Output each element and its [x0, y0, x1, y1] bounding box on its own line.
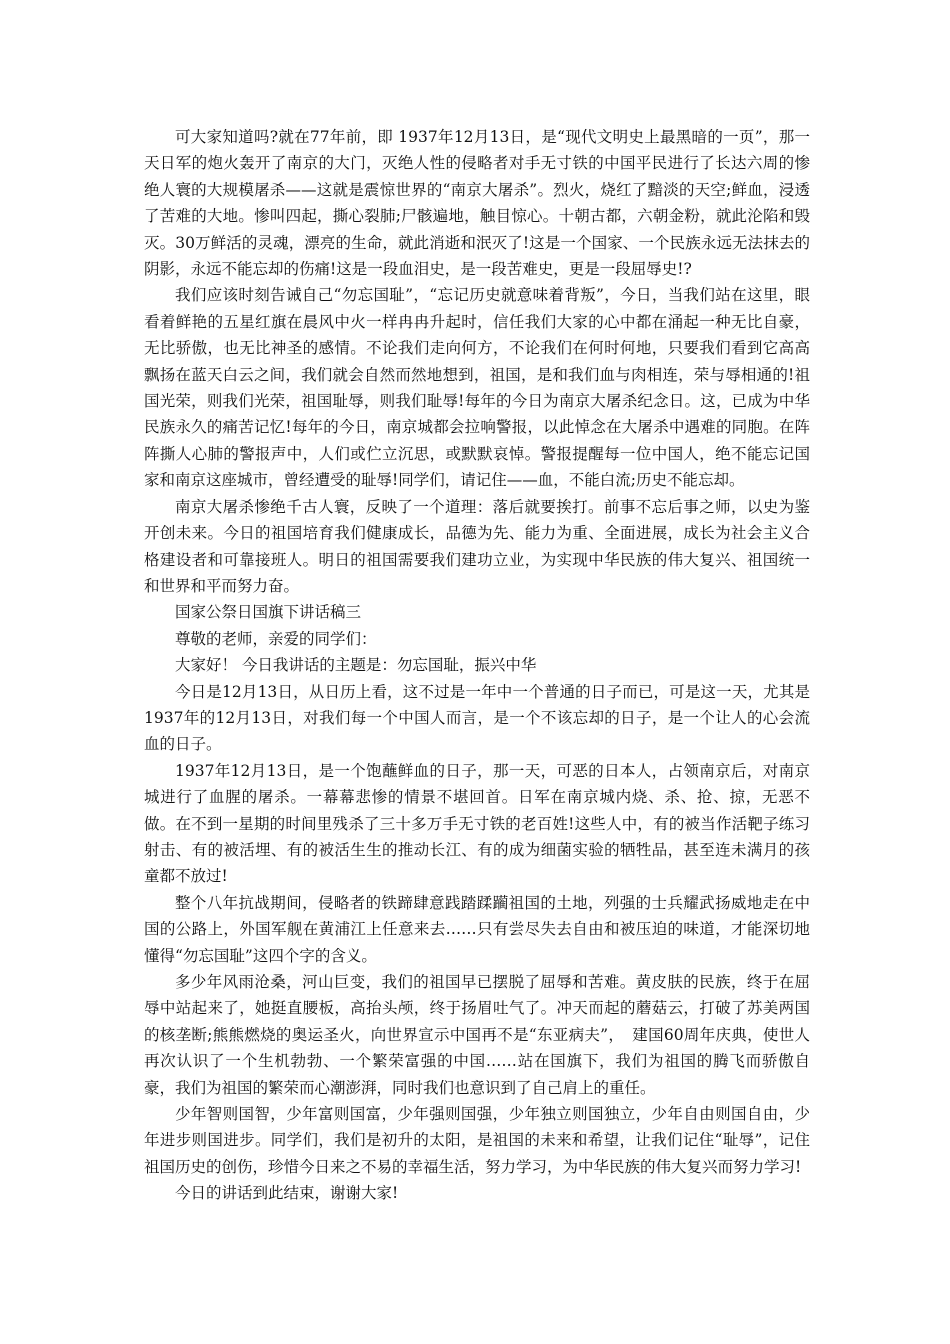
- paragraph-rise: 多少年风雨沧桑，河山巨变，我们的祖国早已摆脱了屈辱和苦难。黄皮肤的民族，终于在屈辱中站起来了，她挺直腰板，高抬头颅，终于扬眉吐气了。冲天而起的蘑菇云，打破了苏美两国的核垄断;熊熊燃烧的奥运圣火，向世界宣示中国再不是“东亚病夫”， 建国60周年庆典，使世人再次认识了一个生机勃勃、一个繁荣富强的中国……站在国旗下，我们为祖国的腾飞而骄傲自豪，我们为祖国的繁荣而心潮澎湃，同时我们也意识到了自己肩上的重任。: [144, 973, 810, 1097]
- document-body: [144, 124, 810, 1207]
- paragraph-never-forget: 我们应该时刻告诫自己“勿忘国耻”，“忘记历史就意味着背叛”，今日，当我们站在这里，眼看着鲜艳的五星红旗在晨风中火一样冉冉升起时，信任我们大家的心中都在涌起一种无比自豪，无比骄傲，也无比神圣的感情。不论我们走向何方，不论我们在何时何地，只要我们看到它高高飘扬在蓝天白云之间，我们就会自然而然地想到，祖国，是和我们血与肉相连，荣与辱相通的!祖国光荣，则我们光荣，祖国耻辱，则我们耻辱!每年的今日为南京大屠杀纪念日。这，已成为中华民族永久的痛苦记忆!每年的今日，南京城都会拉响警报，以此悼念在大屠杀中遇难的同胞。在阵阵撕人心肺的警报声中，人们或伫立沉思，或默默哀悼。警报提醒每一位中国人，绝不能忘记国家和南京这座城市，曾经遭受的耻辱!同学们，请记住——血，不能白流;历史不能忘却。: [144, 286, 810, 490]
- paragraph-closing: 今日的讲话到此结束，谢谢大家!: [175, 1184, 399, 1203]
- paragraph-war-years: 整个八年抗战期间，侵略者的铁蹄肆意践踏蹂躏祖国的土地，列强的士兵耀武扬威地走在中国的公路上，外国军舰在黄浦江上任意来去……只有尝尽失去自由和被压迫的味道，才能深切地懂得“勿忘国耻”这四个字的含义。: [144, 893, 810, 965]
- salutation: 尊敬的老师，亲爱的同学们：: [175, 629, 377, 648]
- paragraph-history-intro: 可大家知道吗?就在77年前，即 1937年12月13日，是“现代文明史上最黑暗的一页”，那一天日军的炮火轰开了南京的大门，灭绝人性的侵略者对手无寸铁的中国平民进行了长达六周的惨绝人寰的大规模屠杀——这就是震惊世界的“南京大屠杀”。烈火，烧红了黯淡的天空;鲜血，浸透了苦难的大地。惨叫四起，撕心裂肺;尸骸遍地，触目惊心。十朝古都，六朝金粉，就此沦陷和毁灭。30万鲜活的灵魂，漂亮的生命，就此消逝和泯灭了!这是一个国家、一个民族永远无法抹去的阴影，永远不能忘却的伤痛!这是一段血泪史，是一段苦难史，更是一段屈辱史!?: [144, 128, 810, 279]
- paragraph-today: 今日是12月13日，从日历上看，这不过是一年中一个普通的日子而已，可是这一天，尤其是1937年的12月13日，对我们每一个中国人而言，是一个不该忘却的日子，是一个让人的心会流血的日子。: [144, 682, 810, 754]
- paragraph-youth: 少年智则国智，少年富则国富，少年强则国强，少年独立则国独立，少年自由则国自由，少年进步则国进步。同学们，我们是初升的太阳，是祖国的未来和希望，让我们记住“耻辱”，记住祖国历史的创伤，珍惜今日来之不易的幸福生活，努力学习，为中华民族的伟大复兴而努力学习!: [144, 1105, 810, 1176]
- greeting-topic: 大家好！ 今日我讲话的主题是：勿忘国耻，振兴中华: [175, 656, 537, 675]
- section-title: 国家公祭日国旗下讲话稿三: [175, 603, 362, 622]
- paragraph-1937: 1937年12月13日，是一个饱蘸鲜血的日子，那一天，可恶的日本人，占领南京后，对南京城进行了血腥的屠杀。一幕幕悲惨的情景不堪回首。日军在南京城内烧、杀、抢、掠，无恶不做。在不到一星期的时间里残杀了三十多万手无寸铁的老百姓!这些人中，有的被当作活靶子练习射击、有的被活埋、有的被活生生的推动长江、有的成为细菌实验的牺牲品，甚至连未满月的孩童都不放过!: [144, 761, 810, 886]
- paragraph-lesson: 南京大屠杀惨绝千古人寰，反映了一个道理：落后就要挨打。前事不忘后事之师，以史为鉴开创未来。今日的祖国培育我们健康成长，品德为先、能力为重、全面进展，成长为社会主义合格建设者和可靠接班人。明日的祖国需要我们建功立业，为实现中华民族的伟大复兴、祖国统一和世界和平而努力奋。: [144, 497, 810, 595]
